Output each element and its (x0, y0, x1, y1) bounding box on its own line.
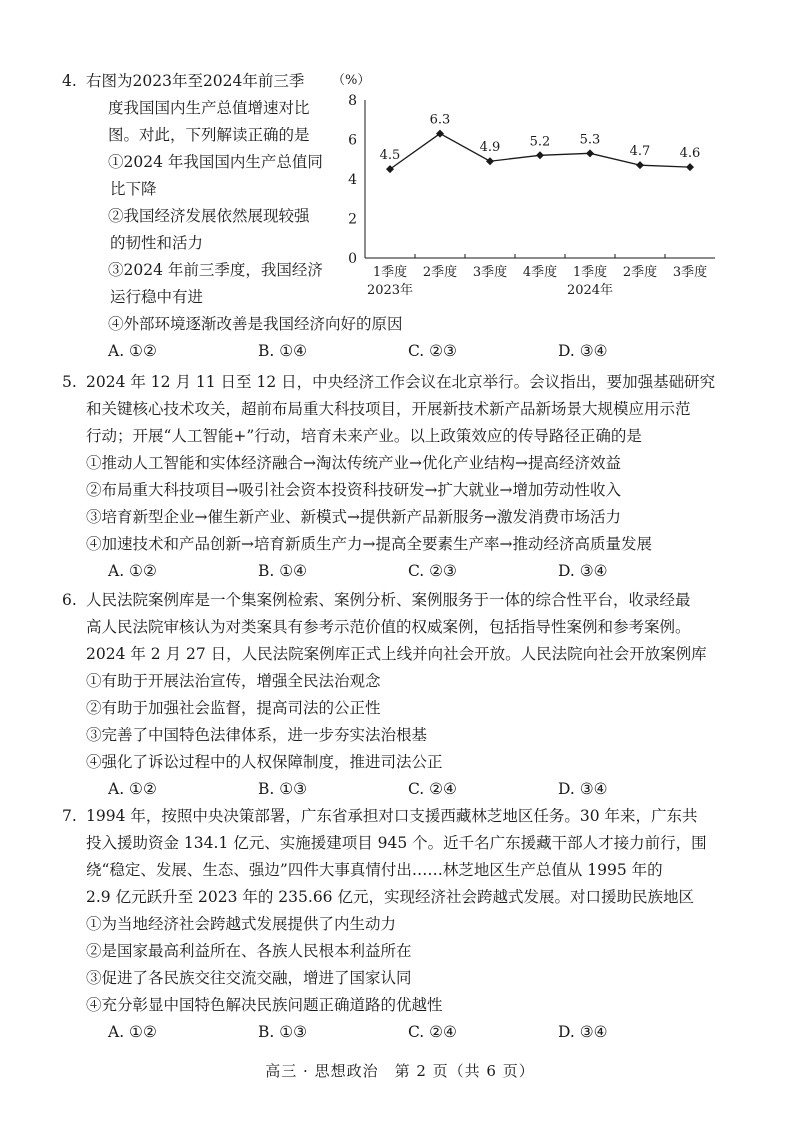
chart-y-unit-label: （%） (332, 73, 371, 88)
q5-item-3: ③培育新型企业→催生新产业、新模式→提供新产品新服务→激发消费市场活力 (86, 508, 621, 526)
q6-option-c: C. ②④ (408, 780, 457, 798)
q4-option-b: B. ①④ (258, 342, 308, 360)
q5-options (86, 558, 726, 585)
q6-stem-line: 2024 年 2 月 27 日，人民法院案例库正式上线并向社会开放。人民法院向社会开放案例库 (86, 645, 707, 663)
q6-option-b: B. ①③ (258, 780, 308, 798)
q6-item-2: ②有助于加强社会监督，提高司法的公正性 (86, 699, 381, 717)
q7-stem-line: 投入援助资金 134.1 亿元、实施援建项目 945 个。近千名广东援藏干部人才接力前行，围 (86, 834, 707, 852)
q5-item-2: ②布局重大科技项目→吸引社会资本投资科技研发→扩大就业→增加劳动性收入 (86, 481, 621, 499)
q6-stem-line (62, 587, 726, 614)
data-value-label: 4.6 (679, 146, 701, 162)
q4-stem-text: 右图为2023年至2024年前三季 (86, 72, 305, 90)
q7-item-3: ③促进了各民族交往交流交融，增进了国家认同 (86, 969, 412, 987)
q7-stem-line: 2.9 亿元跃升至 2023 年的 235.66 亿元，实现经济社会跨越式发展。对口援助民族地区 (86, 888, 694, 906)
q7-item-2: ②是国家最高利益所在、各族人民根本利益所在 (86, 942, 412, 960)
x-year-label: 2024年 (566, 283, 614, 298)
q5-item-4: ④加速技术和产品创新→培育新质生产力→提高全要素生产率→推动经济高质量发展 (86, 535, 652, 553)
question-5 (62, 369, 726, 585)
x-tick-label: 4季度 (522, 265, 558, 280)
data-value-label: 4.9 (479, 140, 501, 156)
q4-item-2-cont: 的韧性和活力 (110, 234, 204, 252)
y-tick-label: 8 (348, 93, 357, 109)
q7-options (86, 1019, 726, 1046)
y-tick-label: 2 (348, 211, 357, 228)
data-point-marker (536, 151, 544, 159)
data-value-label: 4.5 (379, 148, 401, 164)
q4-stem-line: 度我国国内生产总值增速对比 (108, 99, 310, 117)
x-tick-label: 1季度 (572, 265, 608, 280)
q6-stem-line: 高人民法院审核认为对类案具有参考示范价值的权威案例，包括指导性案例和参考案例。 (86, 618, 691, 636)
q5-option-c: C. ②③ (408, 562, 457, 580)
q7-stem-text: 1994 年，按照中央决策部署，广东省承担对口支援西藏林芝地区任务。30 年来，广东共 (86, 807, 698, 825)
q6-item-3: ③完善了中国特色法律体系，进一步夯实法治根基 (86, 726, 428, 744)
q6-number: 6. (62, 591, 77, 609)
q6-stem-text: 人民法院案例库是一个集案例检索、案例分析、案例服务于一体的综合性平台，收录经最 (86, 591, 691, 609)
question-7 (62, 803, 726, 1046)
data-value-label: 5.3 (579, 132, 601, 148)
q4-number: 4. (62, 72, 77, 90)
q5-stem-text: 2024 年 12 月 11 日至 12 日，中央经济工作会议在北京举行。会议指出，要加强基础研究 (86, 373, 716, 391)
q7-option-b: B. ①③ (258, 1023, 308, 1041)
x-year-label: 2023年 (366, 283, 414, 298)
x-tick-label: 3季度 (672, 265, 708, 280)
y-tick-label: 0 (348, 251, 357, 267)
q4-option-c: C. ②③ (408, 342, 457, 360)
q4-option-d: D. ③④ (558, 342, 608, 360)
q4-stem-line: 图。对此，下列解读正确的是 (108, 126, 310, 144)
q4-item-3-cont: 运行稳中有进 (110, 288, 204, 306)
q7-number: 7. (62, 807, 77, 825)
q4-options (86, 338, 726, 365)
q5-option-d: D. ③④ (558, 562, 608, 580)
q6-option-a: A. ①② (108, 780, 157, 798)
y-tick-label: 6 (348, 132, 357, 149)
q5-item-1: ①推动人工智能和实体经济融合→淘汰传统产业→优化产业结构→提高经济效益 (86, 454, 621, 472)
data-point-marker (386, 165, 394, 173)
x-tick-label: 3季度 (472, 265, 508, 280)
q4-item-1-cont: 比下降 (110, 180, 157, 198)
q4-item-3: ③2024 年前三季度，我国经济 (108, 261, 323, 279)
data-point-marker (586, 149, 594, 157)
gdp-growth-line-chart (330, 68, 730, 308)
question-6 (62, 587, 726, 803)
q6-item-1: ①有助于开展法治宣传，增强全民法治观念 (86, 672, 381, 690)
data-value-label: 5.2 (529, 134, 551, 150)
q4-item-2: ②我国经济发展依然展现较强 (108, 207, 310, 225)
q6-options (86, 776, 726, 803)
x-tick-label: 1季度 (372, 265, 408, 280)
q5-number: 5. (62, 373, 77, 391)
q5-stem-line: 和关键核心技术攻关，超前布局重大科技项目，开展新技术新产品新场景大规模应用示范 (86, 400, 691, 418)
q7-item-1: ①为当地经济社会跨越式发展提供了内生动力 (86, 915, 397, 933)
q4-item-4: ④外部环境逐渐改善是我国经济向好的原因 (108, 315, 403, 333)
q5-stem-line (62, 369, 726, 396)
q6-option-d: D. ③④ (558, 780, 608, 798)
data-value-label: 4.7 (629, 144, 651, 160)
q5-option-a: A. ①② (108, 562, 157, 580)
data-point-marker (636, 161, 644, 169)
q7-item-4: ④充分彰显中国特色解决民族问题正确道路的优越性 (86, 996, 443, 1014)
y-tick-label: 4 (348, 172, 357, 188)
q4-stem-line (62, 68, 326, 95)
data-point-marker (686, 163, 694, 171)
q4-option-a: A. ①② (108, 342, 157, 360)
data-value-label: 6.3 (429, 112, 451, 128)
data-point-marker (436, 130, 444, 138)
x-tick-label: 2季度 (422, 265, 458, 280)
data-point-marker (486, 157, 494, 165)
q7-option-a: A. ①② (108, 1023, 157, 1041)
q7-stem-line (62, 803, 726, 830)
q4-item-1: ①2024 年我国国内生产总值同 (108, 153, 323, 171)
q7-stem-line: 绕“稳定、发展、生态、强边”四件大事真情付出……林芝地区生产总值从 1995 年的 (86, 861, 663, 879)
q5-stem-line: 行动；开展“人工智能+”行动，培育未来产业。以上政策效应的传导路径正确的是 (86, 427, 642, 445)
q7-option-c: C. ②④ (408, 1023, 457, 1041)
q5-option-b: B. ①④ (258, 562, 308, 580)
x-tick-label: 2季度 (622, 265, 658, 280)
q6-item-4: ④强化了诉讼过程中的人权保障制度，推进司法公正 (86, 753, 443, 771)
page-footer: 高三 · 思想政治 第 2 页（共 6 页） (265, 1062, 535, 1080)
q7-option-d: D. ③④ (558, 1023, 608, 1041)
